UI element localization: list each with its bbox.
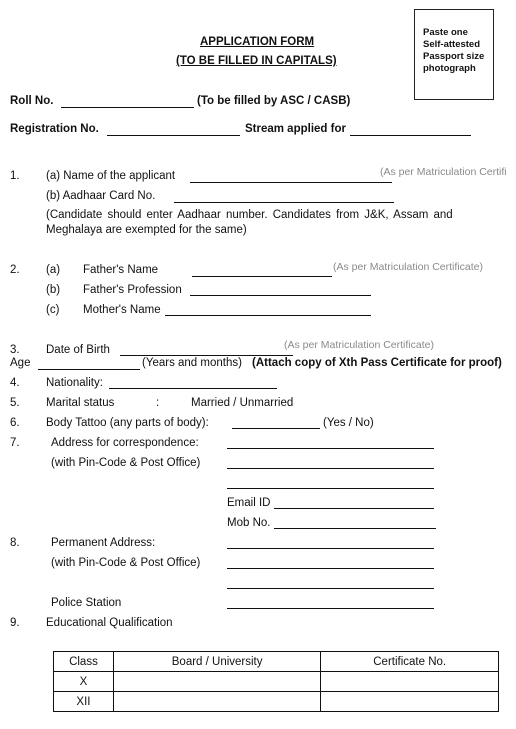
- permanent-address-sub: (with Pin-Code & Post Office): [51, 557, 201, 569]
- table-cell-class: X: [54, 672, 114, 692]
- table-header-board: Board / University: [113, 652, 320, 672]
- table-header-class: Class: [54, 652, 114, 672]
- mother-name-label: Mother's Name: [83, 304, 161, 316]
- permanent-address-line-1[interactable]: [227, 548, 434, 549]
- aadhaar-field[interactable]: [174, 202, 394, 203]
- photo-box-line: Paste one: [423, 27, 468, 38]
- table-cell-board[interactable]: [113, 692, 320, 712]
- stream-label: Stream applied for: [245, 123, 346, 135]
- photo-box[interactable]: [414, 9, 494, 100]
- permanent-address-label: Permanent Address:: [51, 537, 156, 549]
- email-field[interactable]: [274, 508, 434, 509]
- table-header-certificate: Certificate No.: [321, 652, 499, 672]
- item-3-number: 3.: [10, 344, 20, 356]
- correspondence-address-sub: (with Pin-Code & Post Office): [51, 457, 201, 469]
- table-cell-certificate[interactable]: [321, 672, 499, 692]
- father-name-label: Father's Name: [83, 264, 159, 276]
- age-note: (Years and months): [142, 357, 242, 369]
- permanent-address-line-3[interactable]: [227, 588, 434, 589]
- correspondence-address-line-1[interactable]: [227, 448, 434, 449]
- table-cell-certificate[interactable]: [321, 692, 499, 712]
- police-station-field[interactable]: [227, 608, 434, 609]
- dob-hint: (As per Matriculation Certificate): [284, 339, 434, 351]
- age-field[interactable]: [38, 369, 140, 370]
- stream-field[interactable]: [350, 135, 471, 136]
- table-row: [54, 672, 499, 692]
- father-name-field[interactable]: [192, 276, 332, 277]
- registration-no-field[interactable]: [107, 135, 240, 136]
- item-6-number: 6.: [10, 417, 20, 429]
- item-7-number: 7.: [10, 437, 20, 449]
- item-8-number: 8.: [10, 537, 20, 549]
- item-9-number: 9.: [10, 617, 20, 629]
- tattoo-field[interactable]: [232, 428, 320, 429]
- tattoo-options: (Yes / No): [323, 417, 374, 429]
- applicant-name-label: (a) Name of the applicant: [46, 170, 176, 182]
- tattoo-label: Body Tattoo (any parts of body):: [46, 417, 209, 429]
- table-cell-board[interactable]: [113, 672, 320, 692]
- aadhaar-note-line1: (Candidate should enter Aadhaar number. Candidates from J&K, Assam and: [46, 209, 453, 221]
- father-profession-field[interactable]: [190, 295, 371, 296]
- police-station-label: Police Station: [51, 597, 122, 609]
- correspondence-address-label: Address for correspondence:: [51, 437, 199, 449]
- table-row: [54, 692, 499, 712]
- mother-name-field[interactable]: [165, 315, 371, 316]
- age-label: Age: [10, 357, 31, 369]
- marital-status-options[interactable]: Married / Unmarried: [191, 397, 294, 409]
- marital-status-colon: :: [156, 397, 160, 409]
- father-profession-label: Father's Profession: [83, 284, 182, 296]
- table-cell-class: XII: [54, 692, 114, 712]
- roll-no-label: Roll No.: [10, 95, 54, 107]
- father-profession-letter: (b): [46, 284, 61, 296]
- correspondence-address-line-2[interactable]: [227, 468, 434, 469]
- education-label: Educational Qualification: [46, 617, 173, 629]
- aadhaar-label: (b) Aadhaar Card No.: [46, 190, 156, 202]
- age-proof-note: (Attach copy of Xth Pass Certificate for proof): [252, 357, 502, 369]
- permanent-address-line-2[interactable]: [227, 568, 434, 569]
- father-name-letter: (a): [46, 264, 61, 276]
- item-1-number: 1.: [10, 170, 20, 182]
- form-subtitle: (TO BE FILLED IN CAPITALS): [176, 55, 337, 67]
- roll-no-field[interactable]: [61, 107, 194, 108]
- marital-status-label: Marital status: [46, 397, 115, 409]
- mother-name-letter: (c): [46, 304, 60, 316]
- item-4-number: 4.: [10, 377, 20, 389]
- registration-no-label: Registration No.: [10, 123, 99, 135]
- table-header-row: [54, 652, 499, 672]
- dob-label: Date of Birth: [46, 344, 110, 356]
- applicant-name-field[interactable]: [190, 182, 392, 183]
- correspondence-address-line-3[interactable]: [227, 488, 434, 489]
- nationality-field[interactable]: [109, 388, 277, 389]
- education-table: [53, 651, 499, 712]
- dob-field[interactable]: [120, 355, 293, 356]
- email-label: Email ID: [227, 497, 271, 509]
- applicant-name-hint: (As per Matriculation Certifi: [380, 166, 507, 178]
- nationality-label: Nationality:: [46, 377, 103, 389]
- photo-box-line: Passport size: [423, 51, 485, 62]
- roll-no-note: (To be filled by ASC / CASB): [197, 95, 351, 107]
- item-5-number: 5.: [10, 397, 20, 409]
- photo-box-line: Self-attested: [423, 39, 481, 50]
- father-name-hint: (As per Matriculation Certificate): [333, 261, 483, 273]
- aadhaar-note-line2: Meghalaya are exempted for the same): [46, 224, 247, 236]
- mobile-field[interactable]: [274, 528, 436, 529]
- mobile-label: Mob No.: [227, 517, 271, 529]
- photo-box-line: photograph: [423, 63, 476, 74]
- item-2-number: 2.: [10, 264, 20, 276]
- form-title: APPLICATION FORM: [200, 36, 315, 48]
